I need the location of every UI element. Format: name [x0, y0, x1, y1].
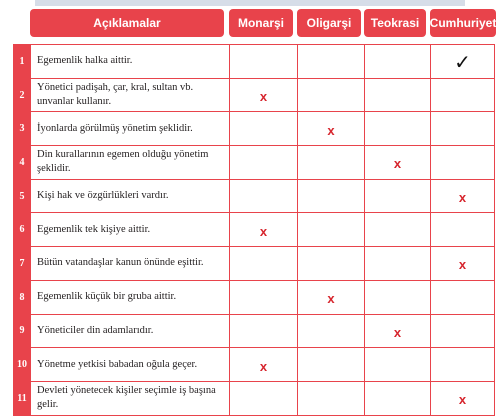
row-number: 11 [14, 381, 31, 415]
mark-cell-cumhuriyet[interactable] [431, 213, 495, 247]
mark-cell-oligarsi[interactable] [298, 45, 365, 79]
statements-table [13, 44, 495, 416]
row-number: 2 [14, 78, 31, 112]
mark-cell-oligarsi[interactable] [298, 213, 365, 247]
table-header [0, 9, 497, 37]
top-caption-strip [35, 0, 465, 6]
mark-cell-monarsi[interactable] [230, 247, 298, 281]
mark-cell-teokrasi[interactable] [365, 348, 431, 382]
mark-cell-teokrasi[interactable] [365, 280, 431, 314]
row-number: 7 [14, 247, 31, 281]
cross-mark-icon: x [327, 291, 335, 307]
table-row [14, 348, 495, 382]
cross-mark-icon: x [393, 156, 402, 172]
statement-text: Din kurallarının egemen olduğu yönetim şeklidir. [31, 146, 230, 180]
row-number: 10 [14, 348, 31, 382]
mark-cell-monarsi[interactable] [230, 112, 298, 146]
statement-text: Yöneticiler din adamlarıdır. [31, 314, 230, 348]
mark-cell-cumhuriyet[interactable] [431, 45, 495, 79]
header-aciklamalar: Açıklamalar [30, 9, 224, 37]
cross-mark-icon: x [393, 324, 402, 340]
mark-cell-monarsi[interactable] [230, 146, 298, 180]
table-row [14, 45, 495, 79]
row-number: 9 [14, 314, 31, 348]
mark-cell-teokrasi[interactable] [365, 112, 431, 146]
table-row [14, 78, 495, 112]
table-row [14, 381, 495, 415]
mark-cell-monarsi[interactable] [230, 314, 298, 348]
cross-mark-icon: x [259, 89, 268, 105]
mark-cell-teokrasi[interactable] [365, 45, 431, 79]
mark-cell-oligarsi[interactable] [298, 146, 365, 180]
cross-mark-icon: x [259, 223, 268, 239]
mark-cell-monarsi[interactable] [230, 179, 298, 213]
mark-cell-oligarsi[interactable] [298, 179, 365, 213]
row-number: 3 [14, 112, 31, 146]
mark-cell-cumhuriyet[interactable] [431, 247, 495, 281]
header-cumhuriyet: Cumhuriyet [430, 9, 496, 37]
statement-text: Egemenlik küçük bir gruba aittir. [31, 280, 230, 314]
mark-cell-monarsi[interactable] [230, 348, 298, 382]
mark-cell-cumhuriyet[interactable] [431, 78, 495, 112]
row-number: 5 [14, 179, 31, 213]
table-row [14, 112, 495, 146]
mark-cell-teokrasi[interactable] [365, 314, 431, 348]
statement-text: Yönetici padişah, çar, kral, sultan vb. unvanlar kullanır. [31, 78, 230, 112]
mark-cell-teokrasi[interactable] [365, 179, 431, 213]
mark-cell-cumhuriyet[interactable] [431, 381, 495, 415]
statement-text: Egemenlik tek kişiye aittir. [31, 213, 230, 247]
mark-cell-oligarsi[interactable] [298, 381, 365, 415]
header-oligarsi: Oligarşi [297, 9, 361, 37]
row-number: 4 [14, 146, 31, 180]
mark-cell-monarsi[interactable] [230, 45, 298, 79]
statement-text: Yönetme yetkisi babadan oğula geçer. [31, 348, 230, 382]
table-row [14, 213, 495, 247]
statement-text: İyonlarda görülmüş yönetim şeklidir. [31, 112, 230, 146]
row-number: 6 [14, 213, 31, 247]
statement-text: Bütün vatandaşlar kanun önünde eşittir. [31, 247, 230, 281]
statement-text: Egemenlik halka aittir. [31, 45, 230, 79]
mark-cell-cumhuriyet[interactable] [431, 112, 495, 146]
table-row [14, 247, 495, 281]
mark-cell-oligarsi[interactable] [298, 112, 365, 146]
mark-cell-cumhuriyet[interactable] [431, 348, 495, 382]
header-monarsi: Monarşi [229, 9, 293, 37]
mark-cell-teokrasi[interactable] [365, 381, 431, 415]
cross-mark-icon: x [327, 122, 335, 138]
mark-cell-monarsi[interactable] [230, 78, 298, 112]
statement-text: Kişi hak ve özgürlükleri vardır. [31, 179, 230, 213]
mark-cell-oligarsi[interactable] [298, 314, 365, 348]
cross-mark-icon: x [259, 358, 268, 374]
cross-mark-icon: x [458, 392, 467, 408]
mark-cell-monarsi[interactable] [230, 381, 298, 415]
mark-cell-oligarsi[interactable] [298, 348, 365, 382]
mark-cell-cumhuriyet[interactable] [431, 314, 495, 348]
mark-cell-oligarsi[interactable] [298, 78, 365, 112]
mark-cell-oligarsi[interactable] [298, 247, 365, 281]
mark-cell-teokrasi[interactable] [365, 213, 431, 247]
table-row [14, 179, 495, 213]
row-number: 8 [14, 280, 31, 314]
mark-cell-teokrasi[interactable] [365, 247, 431, 281]
mark-cell-cumhuriyet[interactable] [431, 179, 495, 213]
mark-cell-cumhuriyet[interactable] [431, 146, 495, 180]
mark-cell-teokrasi[interactable] [365, 146, 431, 180]
mark-cell-monarsi[interactable] [230, 280, 298, 314]
table-row [14, 314, 495, 348]
row-number: 1 [14, 45, 31, 79]
check-mark-icon: ✓ [454, 50, 471, 75]
mark-cell-oligarsi[interactable] [298, 280, 365, 314]
statement-text: Devleti yönetecek kişiler seçimle iş başına gelir. [31, 381, 230, 415]
mark-cell-monarsi[interactable] [230, 213, 298, 247]
mark-cell-teokrasi[interactable] [365, 78, 431, 112]
cross-mark-icon: x [458, 257, 467, 273]
cross-mark-icon: x [458, 190, 467, 206]
mark-cell-cumhuriyet[interactable] [431, 280, 495, 314]
table-row [14, 280, 495, 314]
table-row [14, 146, 495, 180]
header-teokrasi: Teokrasi [364, 9, 426, 37]
